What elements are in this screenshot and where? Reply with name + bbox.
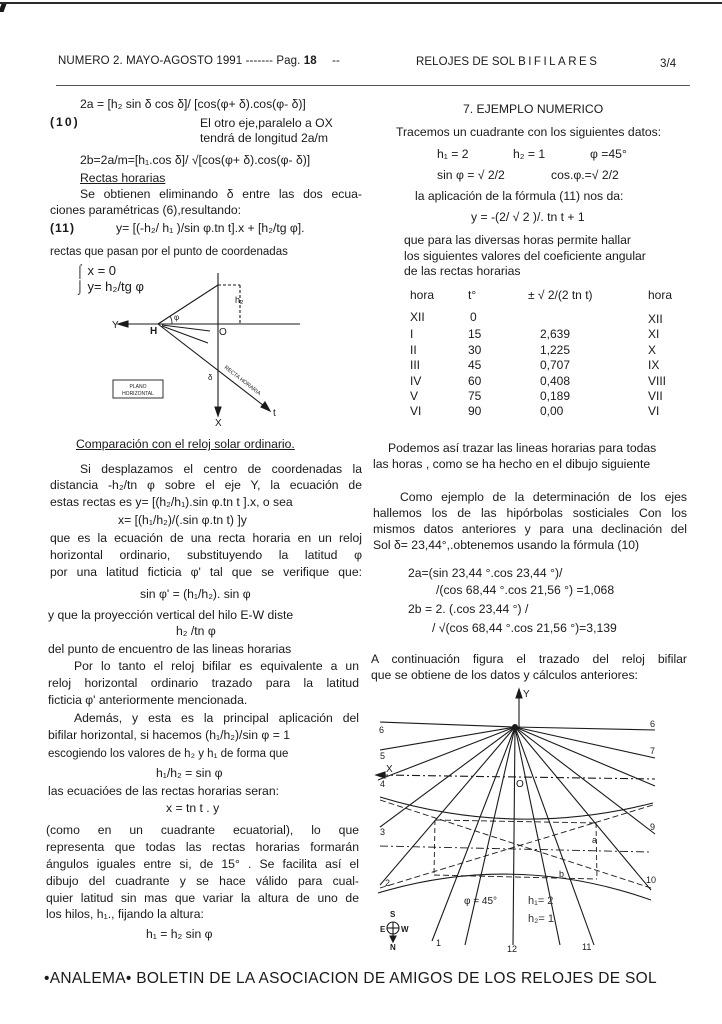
equation: h₂ /tn φ bbox=[176, 624, 216, 638]
paragraph-line: Por lo tanto el reloj bifilar es equivalente a un bbox=[74, 659, 359, 673]
value-h2: h₂ = 1 bbox=[513, 147, 546, 161]
hour-label: 6 bbox=[650, 719, 656, 729]
paragraph-line: de las rectas horarias bbox=[404, 264, 521, 278]
paragraph-line: bifilar horizontal, si hacemos (h₁/h₂)/sin φ = 1 bbox=[48, 728, 290, 742]
equation: y = -(2/ √ 2 )/. tn t + 1 bbox=[471, 210, 585, 224]
compass-e: E bbox=[380, 925, 386, 934]
equation-11-label: (11) bbox=[50, 221, 76, 235]
equation: sin φ' = (h₁/h₂). sin φ bbox=[140, 587, 251, 601]
table-row: II 30 1,225 X bbox=[410, 342, 657, 357]
equation-10-text: El otro eje,paralelo a OX bbox=[200, 116, 333, 130]
calc-2a: /(cos 68,44 °.cos 21,56 °) =1,068 bbox=[436, 583, 615, 597]
coord-x: ⌠ x = 0 bbox=[76, 263, 117, 278]
equation: x = tn t . y bbox=[166, 801, 220, 815]
hour-label: 12 bbox=[507, 944, 518, 954]
issue-label: NUMERO 2. MAYO-AGOSTO 1991 ------- Pag. bbox=[58, 55, 301, 67]
column-header: ± √ 2/(2 tn t) bbox=[528, 287, 593, 302]
coord-y: ⌡ y= h₂/tg φ bbox=[76, 279, 144, 294]
paragraph-line: reloj horizontal ordinario trazado para la latitud bbox=[48, 676, 359, 690]
paragraph-line: Podemos así trazar las lineas horarias para todas bbox=[388, 441, 657, 455]
label-o: O bbox=[516, 779, 524, 790]
equation: h₁/h₂ = sin φ bbox=[156, 766, 223, 780]
value-h1: h₁ = 2 bbox=[437, 147, 469, 161]
hour-label: 4 bbox=[380, 779, 386, 789]
label-h: H bbox=[150, 326, 158, 337]
paragraph-line: los siguientes valores del coeficiente angular bbox=[404, 249, 646, 263]
table-row: IV 60 0,408 VIII bbox=[410, 373, 667, 388]
hour-label: 7 bbox=[650, 746, 656, 756]
article-title: RELOJES DE SOL bbox=[416, 56, 515, 68]
equation-10-label: (10) bbox=[50, 115, 80, 129]
compass-s: S bbox=[390, 910, 396, 919]
table-row: V 75 0,189 VII bbox=[410, 389, 663, 404]
paragraph-line: rectas que pasan por el punto de coordenadas bbox=[50, 246, 288, 258]
label-o: O bbox=[219, 327, 227, 338]
equation: h₁ = h₂ sin φ bbox=[146, 927, 213, 941]
page-number: 18 bbox=[303, 55, 317, 67]
value-phi: φ =45° bbox=[590, 147, 627, 161]
label-recta-horaria: RECTA HORARIA bbox=[222, 364, 262, 397]
paragraph-line: distancia -h₂/tn φ sobre el eje Y, la ecuación de bbox=[50, 478, 362, 492]
paragraph-line: Sol δ= 23,44°,.obtenemos usando la fórmula (10) bbox=[373, 538, 640, 552]
column-header: hora bbox=[648, 287, 673, 302]
hour-label: 11 bbox=[582, 942, 592, 952]
calc-2a: 2a=(sin 23,44 °.cos 23,44 °)/ bbox=[408, 566, 563, 580]
paragraph-line: horizontal ordinario, substituyendo la latitud φ bbox=[50, 548, 362, 562]
paragraph-line: escogiendo los valores de h₂ y h₁ de forma que bbox=[48, 748, 289, 760]
paragraph-line: por una latitud ficticia φ' tal que se verifique que: bbox=[50, 565, 362, 579]
label-delta: δ bbox=[208, 373, 213, 382]
section-heading-rectas-horarias: Rectas horarias bbox=[80, 171, 166, 185]
label-h2: h₂ bbox=[235, 295, 244, 305]
equation-10-text: tendrá de longitud 2a/m bbox=[200, 131, 329, 145]
calc-2b: 2b = 2. (.cos 23,44 °) / bbox=[408, 602, 529, 616]
header-dash: -- bbox=[332, 55, 340, 67]
section-heading-comparacion: Comparación con el reloj solar ordinario. bbox=[76, 437, 295, 451]
value-sin: sin φ = √ 2/2 bbox=[437, 168, 505, 182]
paragraph-line: dibujo del cuadrante y se hace válido para cual- bbox=[46, 874, 359, 888]
equation-2b: 2b=2a/m=[h₁.cos δ]/ √[cos(φ+ δ).cos(φ- δ)] bbox=[80, 153, 311, 167]
paragraph-line: representa que todas las rectas horarias formarán bbox=[46, 840, 359, 854]
hour-label: 10 bbox=[646, 875, 657, 885]
value-cos: cos.φ.=√ 2/2 bbox=[551, 168, 619, 182]
footer-bulletin-name: •ANALEMA• BOLETIN DE LA ASOCIACION DE AMIGOS DE LOS RELOJES DE SOL bbox=[44, 970, 657, 987]
paragraph-line: las ecuacióes de las rectas horarias seran: bbox=[48, 784, 280, 798]
hour-label: 3 bbox=[380, 827, 386, 837]
table-row: XII 0 XII bbox=[410, 309, 663, 327]
label-a: a bbox=[592, 835, 598, 845]
compass-n: N bbox=[390, 943, 396, 952]
h1-value: h₁= 2 bbox=[528, 895, 554, 907]
paragraph-line: Como ejemplo de la determinación de los ejes bbox=[400, 490, 687, 504]
paragraph-line: la aplicación de la fórmula (11) nos da: bbox=[415, 189, 624, 203]
equation-2a: 2a = [h₂ sin δ cos δ]/ [cos(φ+ δ).cos(φ- δ)] bbox=[80, 97, 306, 111]
label-x: X bbox=[215, 418, 222, 429]
hour-label: 5 bbox=[380, 751, 386, 761]
paragraph-line: y que la proyección vertical del hilo E-W diste bbox=[48, 608, 294, 622]
label-y: Y bbox=[523, 689, 530, 700]
paragraph-line: que es la ecuación de una recta horaria en un reloj bbox=[50, 531, 362, 545]
label-x: X bbox=[386, 764, 393, 775]
hour-label: 2 bbox=[385, 878, 391, 888]
paragraph-line: ángulos iguales entre si, de 15° . Se facilita así el bbox=[46, 857, 359, 871]
paragraph-line: quier latitud sin mas que variar la altura de uno de bbox=[46, 891, 359, 905]
paragraph-line: del punto de encuentro de las lineas horarias bbox=[48, 642, 292, 656]
paragraph-line: (como en un cuadrante ecuatorial), lo que bbox=[46, 823, 359, 837]
paragraph-line: estas rectas es y= [(h₂/h₁).sin φ.tn t ].x, o sea bbox=[50, 495, 293, 509]
h2-value: h₂= 1 bbox=[528, 913, 554, 925]
phi-value: φ = 45° bbox=[464, 896, 498, 907]
compass-w: W bbox=[401, 925, 409, 934]
equation: x= [(h₁/h₂)/(.sin φ.tn t) ]y bbox=[118, 513, 247, 527]
hour-label: 9 bbox=[650, 822, 656, 832]
plano-label: PLANO bbox=[129, 384, 147, 390]
paragraph-line: que se obtiene de los datos y cálculos anteriores: bbox=[371, 668, 638, 682]
label-y: Y bbox=[112, 320, 119, 331]
paragraph-line: las horas , como se ha hecho en el dibujo siguiente bbox=[373, 457, 651, 471]
paragraph-line: ficticia φ' anteriormente mencionada. bbox=[48, 693, 248, 707]
hour-label: 6 bbox=[379, 725, 385, 735]
part-indicator: 3/4 bbox=[660, 58, 677, 70]
label-phi: φ bbox=[174, 313, 180, 322]
label-b: b bbox=[559, 869, 565, 879]
paragraph-line: hallemos los de las hipórbolas sosticiales Con los bbox=[373, 506, 687, 520]
equation-11: y= [(-h₂/ h₁ )/sin φ.tn t].x + [h₂/tg φ]. bbox=[116, 221, 305, 235]
label-t: t bbox=[273, 408, 276, 419]
calc-2b: / √(cos 68,44 °.cos 21,56 °)=3,139 bbox=[432, 621, 617, 635]
paragraph-line: Tracemos un cuadrante con los siguientes datos: bbox=[396, 125, 662, 139]
paragraph-line: mismos datos anteriores y para una declinación del bbox=[373, 522, 687, 536]
article-title-spaced: BIFILARES bbox=[518, 56, 600, 68]
paragraph-line: Se obtienen eliminando δ entre las dos ecua- bbox=[80, 187, 362, 201]
paragraph-line: los hilos, h₁., fijando la altura: bbox=[46, 907, 204, 921]
table-row: I 15 2,639 XI bbox=[410, 327, 660, 342]
paragraph-line: A continuación figura el trazado del reloj bifilar bbox=[371, 652, 687, 666]
column-header: t° bbox=[468, 287, 477, 302]
paragraph-line: Si desplazamos el centro de coordenadas la bbox=[80, 462, 362, 476]
hour-label: 1 bbox=[436, 938, 442, 948]
paragraph-line: ciones paramétricas (6),resultando: bbox=[50, 203, 242, 217]
column-header: hora bbox=[410, 287, 435, 302]
plano-label: HORIZONTAL bbox=[122, 391, 154, 397]
section-heading-ejemplo: 7. EJEMPLO NUMERICO bbox=[463, 102, 604, 116]
table-row: VI 90 0,00 VI bbox=[410, 404, 660, 419]
table-row: III 45 0,707 IX bbox=[410, 358, 660, 373]
paragraph-line: que para las diversas horas permite hallar bbox=[404, 233, 631, 247]
paragraph-line: Además, y esta es la principal aplicación del bbox=[74, 711, 359, 725]
